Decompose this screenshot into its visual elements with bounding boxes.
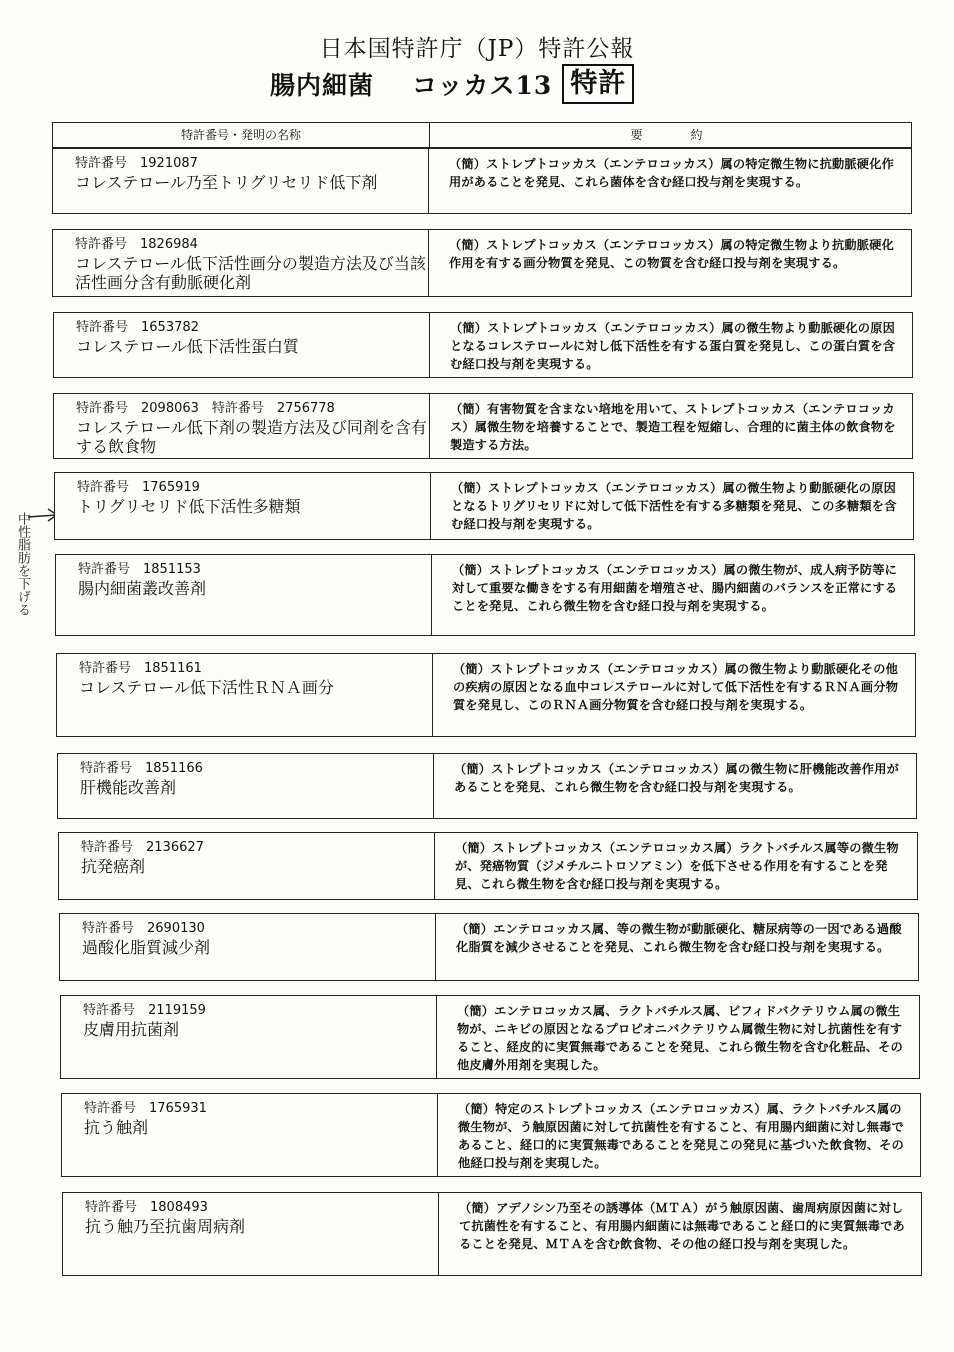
patent-number: 特許番号 2098063 特許番号 2756778 bbox=[76, 401, 335, 416]
summary-text: （簡）有害物質を含まない培地を用いて、ストレプトコッカス（エンテロコッカス）属微生物を培養することで、製造工程を短縮し、合理的に菌主体の飲食物を製造する方法。 bbox=[450, 402, 896, 452]
patent-number: 特許番号 2690130 bbox=[82, 921, 205, 936]
table-row bbox=[54, 472, 914, 540]
invention-name: 皮膚用抗菌剤 bbox=[83, 1020, 180, 1039]
patent-number: 特許番号 1765919 bbox=[77, 480, 200, 495]
sub-title bbox=[270, 64, 634, 104]
patent-number: 特許番号 2136627 bbox=[81, 840, 204, 855]
summary-text: （簡）アデノシン乃至その誘導体（ＭＴＡ）がう触原因菌、歯周病原因菌に対して抗菌性を有すること、有用腸内細菌には無毒であること経口的に実質無毒であることを発見、ＭＴＡを含む飲食物、その他の経口投与剤を実現した。 bbox=[459, 1201, 905, 1251]
invention-name: コレステロール低下活性蛋白質 bbox=[76, 337, 299, 356]
table-row bbox=[55, 554, 915, 636]
patent-number: 特許番号 1851166 bbox=[80, 761, 203, 776]
table-row bbox=[52, 148, 912, 214]
col-header-summary: 要約 bbox=[630, 128, 751, 142]
invention-name: コレステロール低下活性画分の製造方法及び当該活性画分含有動脈硬化剤 bbox=[75, 254, 426, 292]
table-row bbox=[57, 753, 917, 819]
invention-name: 抗う触乃至抗歯周病剤 bbox=[85, 1217, 246, 1236]
patent-number: 特許番号 1653782 bbox=[76, 320, 199, 335]
patent-number: 特許番号 1765931 bbox=[84, 1101, 207, 1116]
summary-text: （簡）ストレプトコッカス（エンテロコッカス）属の特定微生物より抗動脈硬化作用を有する画分物質を発見、この物質を含む経口投与剤を実現する。 bbox=[449, 238, 894, 270]
summary-text: （簡）エンテロコッカス属、ラクトバチルス属、ビフィドバクテリウム属の微生物が、ニキビの原因となるプロピオニバクテリウム属微生物に対し抗菌性を有すること、経皮的に実質無毒であることを発見、これら微生物を含む化粧品、その他皮膚外用剤を実現した。 bbox=[457, 1004, 903, 1072]
summary-text: （簡）ストレプトコッカス（エンテロコッカス）属の微生物より動脈硬化その他の疾病の原因となる血中コレステロールに対して低下活性を有するＲＮＡ画分物質を発見し、このＲＮＡ画分物質を含む経口投与剤を実現する。 bbox=[453, 662, 899, 712]
table-row bbox=[60, 995, 920, 1079]
table-row bbox=[58, 832, 918, 900]
invention-name: コレステロール低下活性ＲＮＡ画分 bbox=[79, 678, 334, 697]
summary-text: （簡）ストレプトコッカス（エンテロコッカス）属の微生物より動脈硬化の原因となるコレステロールに対し低下活性を有する蛋白質を発見し、この蛋白質を含む経口投与剤を実現する。 bbox=[450, 321, 896, 371]
invention-name: 抗発癌剤 bbox=[81, 857, 146, 876]
invention-name: コレステロール低下剤の製造方法及び同剤を含有する飲食物 bbox=[76, 418, 427, 456]
subtitle-left: 腸内細菌 bbox=[270, 71, 375, 100]
invention-name: 肝機能改善剤 bbox=[80, 778, 177, 797]
patent-number: 特許番号 1851161 bbox=[79, 661, 202, 676]
summary-text: （簡）ストレプトコッカス（エンテロコッカス）属の微生物に肝機能改善作用があることを発見、これら微生物を含む経口投与剤を実現する。 bbox=[454, 762, 899, 794]
summary-text: （簡）ストレプトコッカス（エンテロコッカス属）ラクトバチルス属等の微生物が、発癌物質（ジメチルニトロソアミン）を低下させる作用を有することを発見、これら微生物を含む経口投与剤を実現する。 bbox=[455, 841, 899, 891]
patent-number: 特許番号 1826984 bbox=[75, 237, 198, 252]
table-row bbox=[62, 1192, 922, 1276]
summary-text: （簡）ストレプトコッカス（エンテロコッカス）属の微生物より動脈硬化の原因となるトリグリセリドに対して低下活性を有する多糖類を発見、この多糖類を含む経口投与剤を実現する。 bbox=[451, 481, 897, 531]
invention-name: 過酸化脂質減少剤 bbox=[82, 938, 211, 957]
summary-text: （簡）ストレプトコッカス（エンテロコッカス）属の特定微生物に抗動脈硬化作用があることを発見、これら菌体を含む経口投与剤を実現する。 bbox=[449, 157, 894, 189]
table-row bbox=[53, 393, 913, 459]
subtitle-right: コッカス13 bbox=[412, 71, 553, 100]
invention-name: 抗う触剤 bbox=[84, 1118, 149, 1137]
col-header-name: 特許番号・発明の名称 bbox=[53, 123, 430, 147]
handwritten-margin-note: 中性脂肪を下げる bbox=[15, 512, 30, 616]
patent-number: 特許番号 2119159 bbox=[83, 1003, 206, 1018]
invention-name: 腸内細菌叢改善剤 bbox=[78, 579, 207, 598]
patent-number: 特許番号 1851153 bbox=[78, 562, 201, 577]
table-row bbox=[53, 312, 913, 378]
page-title: 日本国特許庁（JP）特許公報 bbox=[319, 36, 635, 62]
invention-name: コレステロール乃至トリグリセリド低下剤 bbox=[75, 173, 378, 192]
summary-text: （簡）ストレプトコッカス（エンテロコッカス）属の微生物が、成人病予防等に対して重要な働きをする有用細菌を増殖させ、腸内細菌のバランスを正常にすることを発見、これら微生物を含む経口投与剤を実現する。 bbox=[452, 563, 898, 613]
invention-name: トリグリセリド低下活性多糖類 bbox=[77, 497, 301, 516]
table-row bbox=[52, 229, 912, 297]
table-header bbox=[52, 122, 912, 148]
patent-badge: 特許 bbox=[562, 64, 634, 104]
table-row bbox=[56, 653, 916, 737]
summary-text: （簡）エンテロコッカス属、等の微生物が動脈硬化、糖尿病等の一因である過酸化脂質を減少させることを発見、これら微生物を含む経口投与剤を実現する。 bbox=[456, 922, 902, 954]
table-row bbox=[59, 913, 919, 981]
table-row bbox=[61, 1093, 921, 1177]
patent-number: 特許番号 1921087 bbox=[75, 156, 198, 171]
patent-number: 特許番号 1808493 bbox=[85, 1200, 208, 1215]
summary-text: （簡）特定のストレプトコッカス（エンテロコッカス）属、ラクトバチルス属の微生物が、う触原因菌に対して抗菌性を有すること、有用腸内細菌に対し無毒であること、経口的に実質無毒であることを発見この発見に基づいた飲食物、その他経口投与剤を実現した。 bbox=[458, 1102, 904, 1170]
